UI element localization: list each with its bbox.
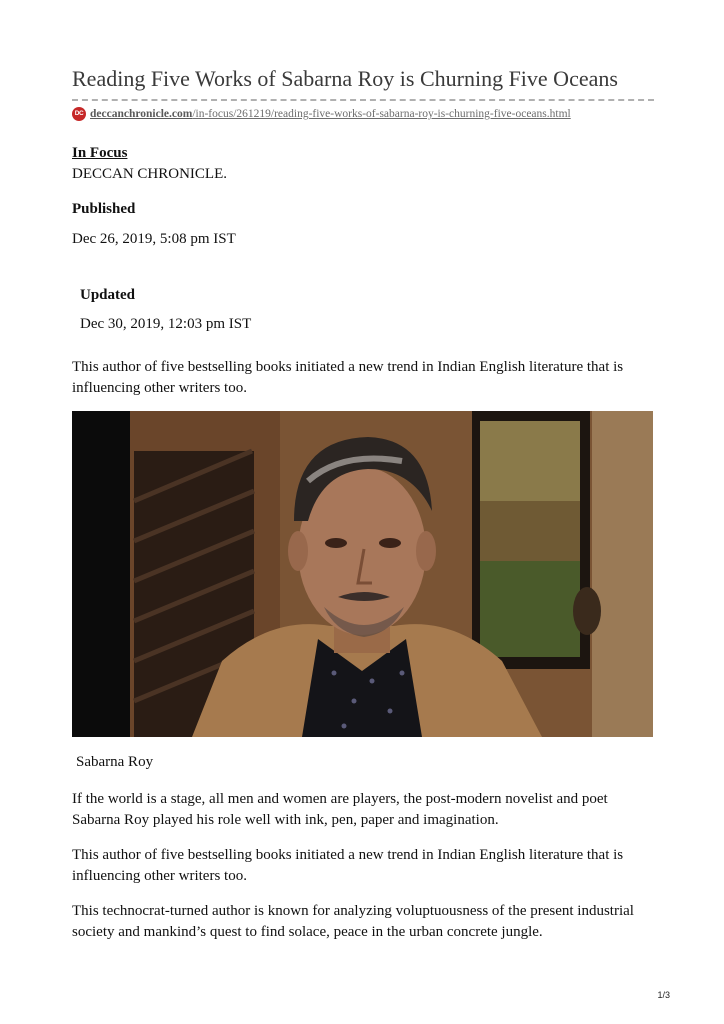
image-caption: Sabarna Roy (76, 754, 154, 770)
author-photo (72, 411, 653, 737)
source-link[interactable] (72, 105, 571, 123)
intro-paragraph: This author of five bestselling books initiated a new trend in Indian English literature that is influencing other writers too. (72, 359, 624, 396)
body-paragraph: This technocrat-turned author is known for analyzing voluptuousness of the present industrial society and mankind’s quest to find solace, peace in the urban concrete jungle. (72, 903, 634, 940)
body-paragraph: If the world is a stage, all men and women are players, the post-modern novelist and poet Sabarna Roy played his role well with ink, pen, paper and imagination. (72, 791, 608, 828)
source-domain[interactable]: deccanchronicle.com (90, 108, 193, 120)
section-source: DECCAN CHRONICLE. (72, 166, 228, 182)
updated-date: Dec 30, 2019, 12:03 pm IST (80, 316, 252, 332)
title-divider (72, 99, 654, 101)
deccan-chronicle-logo-icon: DC (72, 107, 86, 121)
section-link-in-focus[interactable]: In Focus (72, 145, 128, 161)
body-paragraph: This author of five bestselling books initiated a new trend in Indian English literature that is influencing other writers too. (72, 847, 624, 884)
page-number: 1/3 (657, 990, 670, 1000)
published-date: Dec 26, 2019, 5:08 pm IST (72, 231, 236, 247)
updated-label: Updated (80, 287, 136, 303)
source-path[interactable]: /in-focus/261219/reading-five-works-of-sabarna-roy-is-churning-five-oceans.html (192, 108, 571, 120)
published-label: Published (72, 201, 136, 217)
page-title: Reading Five Works of Sabarna Roy is Churning Five Oceans (72, 66, 618, 91)
